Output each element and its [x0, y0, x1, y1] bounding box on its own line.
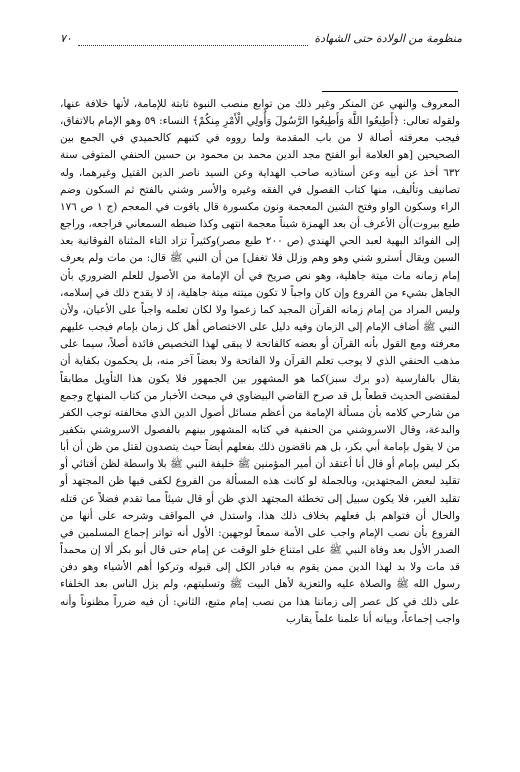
footnote-separator	[322, 91, 458, 92]
page-number: ٧٠	[60, 32, 72, 45]
running-header	[60, 30, 462, 46]
footnote-paragraph: المعروف والنهي عن المنكر وغير ذلك من توابع منصب النبوة ثابتة للإمامة، لأنها خلافة عنها، ولقوله تعالى: ﴿أَطِيعُوا اللَّهَ وَأَطِيعُوا الرَّسُولَ وَأُولِي الْأَمْرِ مِنكُمْ﴾ النساء: ٥٩ وهو الإمام بالاتفاق، فيجب معرفته أصالة لا من باب المقدمة ولما رووه في كتبهم كالحميدي في الجمع بين الصحيحين [هو العلامة أبو الفتح مجد الدين محمد بن محمود بن حسين الحنفي المتوفى سنة ٦٣٢ أخذ عن أبيه وعن أستاذيه صاحب الهداية وعن السيد ناصر الدين القتيل وغيرهما، وله تصانيف وتأليف، منها كتاب الفصول في الفقه وغيره والأسر وشني بالفتح ثم السكون وضم الراء وسكون الواو وفتح الشين المعجمة ونون مكسورة قال ياقوت في المعجم (ج ١ ص ١٧٦ طبع بيروت)أن الأعرف أن بعد الهمزة شيناً معجمة انتهى وكذا ضبطه السمعاني فراجعه، وراجع إلى الفوائد البهية لعبد الحي الهندي (ص ٢٠٠ طبع مصر)وكثيراً تزاد التاء المثناة الفوقانية بعد السين ويقال أسترو شني وهو وهم وزلل فلا تغفل] من أن النبي ﷺ قال: من مات ولم يعرف إمام زمانه مات ميتة جاهلية، وهو نص صريح في أن الإمامة من الأصول للعلم الضروري بأن الجاهل بشيء من الفروع وإن كان واجباً لا تكون ميتته ميتة جاهلية، إذ لا يقدح ذلك في إسلامه، وليس المراد من إمام زمانه القرآن المجيد كما زعموا ولا لكان تعلمه واجباً على الأعيان، ولأن النبي ﷺ أضاف الإمام إلى الزمان وفيه دليل على الاختصاص أهل كل زمان بإمام فيجب عليهم معرفته ومع القول بأنه القرآن أو بعضه كالفاتحة لا يبقى لهذا التخصيص فائدة أصلاً، سيما على مذهب الحنفي الذي لا يوجب تعلم القرآن ولا الفاتحة ولا بعضاً آخر منه، بل يحكمون بكفاية أن يقال بالفارسية (دو برك سبز)كما هو المشهور بين الجمهور فلا يكون هذا التأويل مطابقاً لمقتضى الحديث قطعاً بل قد صرح القاضي البيضاوي في مبحث الأخبار من كتاب المنهاج وجمع من شارحي كلامه بأن مسألة الإمامة من أعظم مسائل أصول الدين الذي مخالفته توجب الكفر والبدعة، وقال الاسروشني من الحنفية في كتابه المشهور بينهم بالفصول الاسروشني بتكفير من لا يقول بإمامة أبي بكر، بل هم ناقضون ذلك بفعلهم أيضاً حيث يتصدون لقتل من ظن أن أبا بكر ليس بإمام أو قال أنا أعتقد أن أمير المؤمنين ﷺ خليفة النبي ﷺ بلا واسطة لظن أفتائي أو تقليد لبعض المجتهدين، وبالجملة لو كانت هذه المسألة من الفروع لكفى فيها ظن المجتهد أو تقليد الغير، فلا يكون سبيل إلى تخطئة المجتهد الذي ظن أو قال شيئاً مما تقدم فضلاً عن قتله والحال أن فتواهم بل فعلهم بخلاف ذلك هذا، واستدل في المواقف وشرحه على أنها من الفروع بأن نصب الإمام واجب على الأمة سمعاً لوجهين: الأول أنه تواتر إجماع المسلمين في الصدر الأول بعد وفاة النبي ﷺ على امتناع خلو الوقت عن إمام حتى قال أبو بكر ألا إن محمداً قد مات ولا بد لهذا الدين ممن يقوم به فبادر الكل إلى قبوله وتركوا أهم الأشياء وهو دفن رسول الله ﷺ والصلاة عليه والتعزية لأهل البيت ﷺ وتسليتهم، ولم يزل الناس بعد الخلفاء على ذلك في كل عصر إلى زماننا هذا من نصب إمام متبع، الثاني: أن فيه ضرراً مظنوناً وأنه واجب إجماعاً، وبيانه أنا علمنا علماً يقارب	[60, 98, 461, 625]
header-dot-leader	[78, 36, 309, 46]
header-title: منظومة من الولادة حتى الشهادة	[314, 32, 462, 45]
footnote-body	[60, 96, 460, 628]
